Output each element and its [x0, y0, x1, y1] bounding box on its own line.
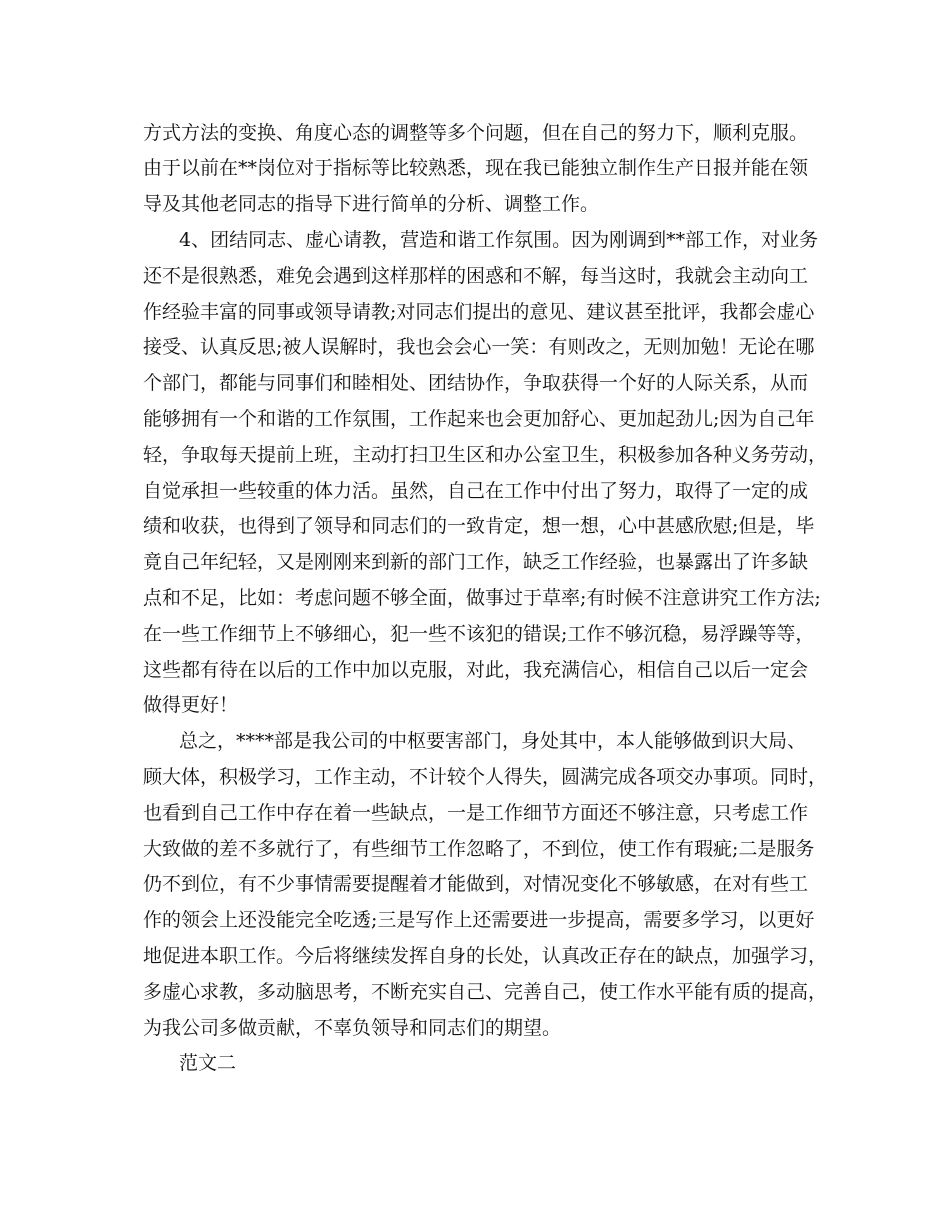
paragraph-line: 接受、认真反思;被人误解时，我也会会心一笑：有则改之，无则加勉！无论在哪 — [143, 336, 815, 358]
paragraph-line: 地促进本职工作。今后将继续发挥自身的长处，认真改正存在的缺点，加强学习， — [143, 945, 828, 967]
paragraph-line: 为我公司多做贡献，不辜负领导和同志们的期望。 — [143, 1017, 562, 1039]
paragraph-line: 做得更好！ — [143, 694, 239, 716]
paragraph-line: 仍不到位，有不少事情需要提醒着才能做到，对情况变化不够敏感，在对有些工 — [143, 873, 809, 895]
paragraph-line: 也看到自己工作中存在着一些缺点，一是工作细节方面还不够注意，只考虑工作 — [143, 802, 809, 824]
paragraph-line: 这些都有待在以后的工作中加以克服，对此，我充满信心，相信自己以后一定会 — [143, 659, 809, 681]
paragraph-line: 导及其他老同志的指导下进行简单的分析、调整工作。 — [143, 193, 600, 215]
paragraph-line: 个部门，都能与同事们和睦相处、团结协作，争取获得一个好的人际关系，从而 — [143, 372, 809, 394]
paragraph-line: 竟自己年纪轻，又是刚刚来到新的部门工作，缺乏工作经验，也暴露出了许多缺 — [143, 551, 809, 573]
paragraph-line: 方式方法的变换、角度心态的调整等多个问题，但在自己的努力下，顺利克服。 — [143, 122, 809, 144]
paragraph-line: 绩和收获，也得到了领导和同志们的一致肯定，想一想，心中甚感欣慰;但是，毕 — [143, 515, 815, 537]
paragraph-line: 作经验丰富的同事或领导请教;对同志们提出的意见、建议甚至批评，我都会虚心 — [143, 301, 815, 323]
paragraph-line: 顾大体，积极学习，工作主动，不计较个人得失，圆满完成各项交办事项。同时， — [143, 766, 828, 788]
paragraph-line: 大致做的差不多就行了，有些细节工作忽略了，不到位，使工作有瑕疵;二是服务 — [143, 838, 815, 860]
paragraph-line: 轻，争取每天提前上班，主动打扫卫生区和办公室卫生，积极参加各种义务劳动， — [143, 444, 828, 466]
paragraph-line: 多虚心求教，多动脑思考，不断充实自己、完善自己，使工作水平能有质的提高， — [143, 981, 828, 1003]
paragraph-line: 总之，****部是我公司的中枢要害部门，身处其中，本人能够做到识大局、 — [179, 730, 807, 752]
paragraph-line: 作的领会上还没能完全吃透;三是写作上还需要进一步提高，需要多学习，以更好 — [143, 909, 815, 931]
paragraph-line: 在一些工作细节上不够细心，犯一些不该犯的错误;工作不够沉稳，易浮躁等等， — [143, 623, 815, 645]
paragraph-line: 自觉承担一些较重的体力活。虽然，自己在工作中付出了努力，取得了一定的成 — [143, 480, 809, 502]
paragraph-line: 还不是很熟悉，难免会遇到这样那样的困惑和不解，每当这时，我就会主动向工 — [143, 265, 809, 287]
section-heading: 范文二 — [179, 1052, 237, 1074]
paragraph-line: 点和不足，比如：考虑问题不够全面，做事过于草率;有时候不注意讲究工作方法; — [143, 587, 821, 609]
paragraph-line: 由于以前在**岗位对于指标等比较熟悉，现在我已能独立制作生产日报并能在领 — [143, 157, 809, 179]
paragraph-line: 4、团结同志、虚心请教，营造和谐工作氛围。因为刚调到**部工作，对业务 — [179, 229, 819, 251]
paragraph-line: 能够拥有一个和谐的工作氛围，工作起来也会更加舒心、更加起劲儿;因为自己年 — [143, 408, 815, 430]
